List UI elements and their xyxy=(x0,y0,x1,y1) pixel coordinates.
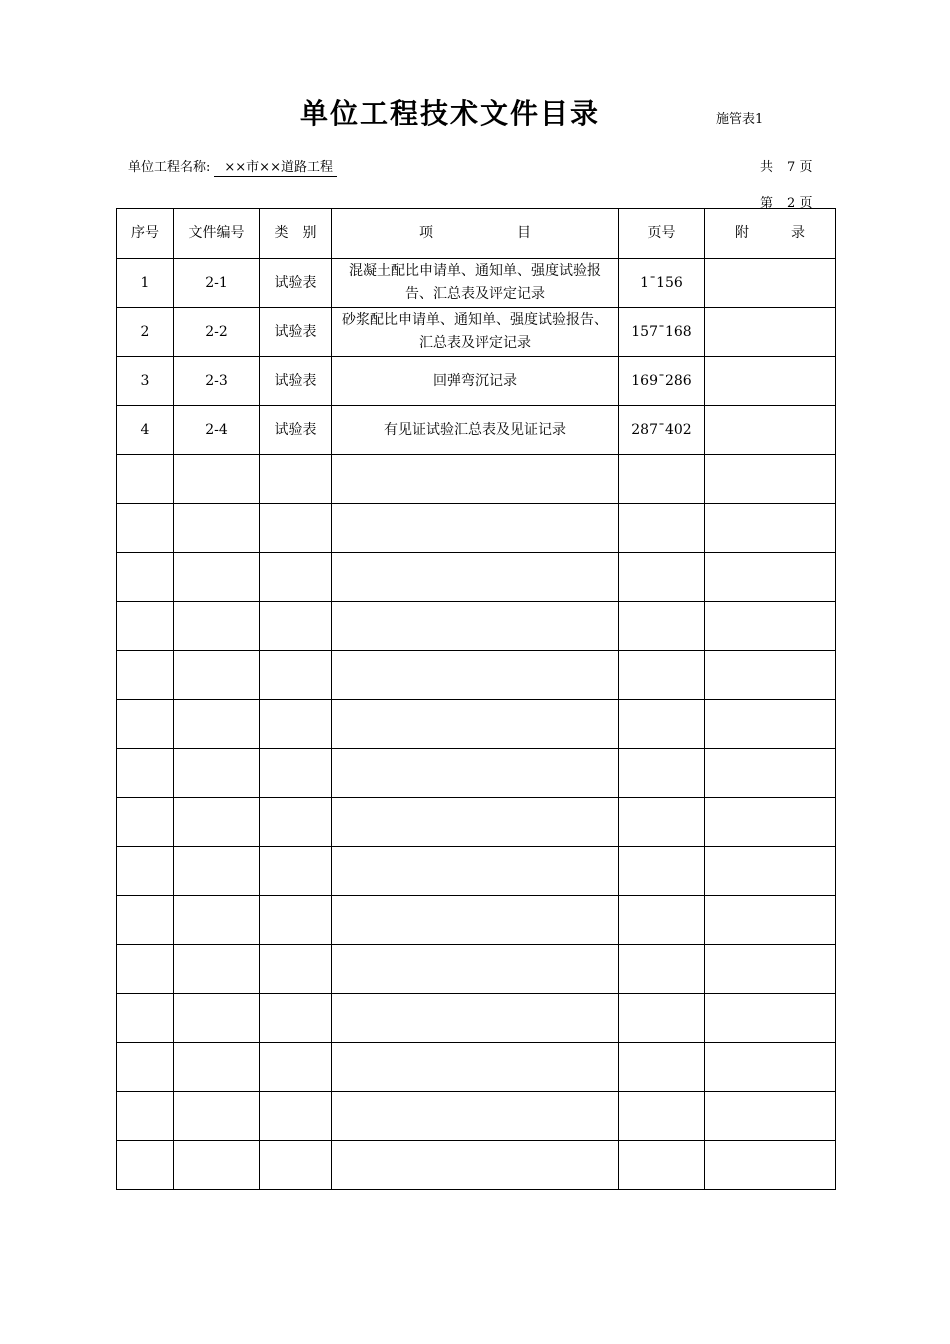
empty-cell xyxy=(260,1043,332,1092)
empty-cell xyxy=(260,945,332,994)
empty-cell xyxy=(174,553,260,602)
table-row xyxy=(117,406,836,455)
cell-no: 1 xyxy=(117,259,174,308)
file-catalog-table xyxy=(116,208,836,1190)
empty-cell xyxy=(174,749,260,798)
empty-cell xyxy=(174,798,260,847)
empty-cell xyxy=(174,651,260,700)
empty-table-row xyxy=(117,896,836,945)
empty-cell xyxy=(705,945,836,994)
empty-cell xyxy=(705,455,836,504)
empty-cell xyxy=(174,847,260,896)
current-page-unit: 页 xyxy=(799,196,813,211)
form-code: 施管表1 xyxy=(716,112,764,127)
empty-table-row xyxy=(117,749,836,798)
empty-cell xyxy=(705,798,836,847)
empty-cell xyxy=(332,798,619,847)
empty-cell xyxy=(619,1043,705,1092)
table-header-row xyxy=(117,209,836,259)
col-header-code: 文件编号 xyxy=(174,209,260,259)
cell-no: 4 xyxy=(117,406,174,455)
cell-category: 试验表 xyxy=(260,308,332,357)
empty-cell xyxy=(260,553,332,602)
empty-cell xyxy=(705,1043,836,1092)
empty-cell xyxy=(619,504,705,553)
empty-cell xyxy=(260,994,332,1043)
empty-cell xyxy=(332,651,619,700)
empty-cell xyxy=(260,651,332,700)
empty-cell xyxy=(619,994,705,1043)
empty-cell xyxy=(619,1092,705,1141)
empty-table-row xyxy=(117,1043,836,1092)
empty-table-row xyxy=(117,553,836,602)
project-name-row xyxy=(128,156,337,177)
cell-no: 2 xyxy=(117,308,174,357)
table-row xyxy=(117,308,836,357)
empty-cell xyxy=(705,553,836,602)
total-pages-unit: 页 xyxy=(799,160,813,175)
total-pages-label: 共 xyxy=(760,160,774,175)
empty-cell xyxy=(117,651,174,700)
cell-pages: 1¯156 xyxy=(619,259,705,308)
empty-cell xyxy=(705,602,836,651)
empty-cell xyxy=(260,749,332,798)
empty-cell xyxy=(260,798,332,847)
empty-cell xyxy=(117,455,174,504)
empty-cell xyxy=(260,455,332,504)
cell-appendix xyxy=(705,357,836,406)
empty-cell xyxy=(705,651,836,700)
cell-item: 回弹弯沉记录 xyxy=(332,357,619,406)
empty-table-row xyxy=(117,994,836,1043)
empty-cell xyxy=(619,455,705,504)
project-name-value: ××市××道路工程 xyxy=(214,156,337,177)
col-header-appendix: 附 录 xyxy=(705,209,836,259)
empty-cell xyxy=(260,602,332,651)
empty-cell xyxy=(117,602,174,651)
cell-category: 试验表 xyxy=(260,357,332,406)
col-header-pages: 页号 xyxy=(619,209,705,259)
page-title: 单位工程技术文件目录 xyxy=(300,97,601,130)
empty-table-row xyxy=(117,1092,836,1141)
current-page-label: 第 xyxy=(760,196,774,211)
empty-table-row xyxy=(117,651,836,700)
cell-item: 砂浆配比申请单、通知单、强度试验报告、汇总表及评定记录 xyxy=(332,308,619,357)
empty-cell xyxy=(174,994,260,1043)
empty-cell xyxy=(705,749,836,798)
empty-cell xyxy=(619,602,705,651)
empty-cell xyxy=(332,504,619,553)
empty-cell xyxy=(174,1141,260,1190)
cell-code: 2-4 xyxy=(174,406,260,455)
total-pages xyxy=(760,156,812,175)
empty-table-row xyxy=(117,1141,836,1190)
empty-cell xyxy=(117,1043,174,1092)
cell-item: 混凝土配比申请单、通知单、强度试验报告、汇总表及评定记录 xyxy=(332,259,619,308)
cell-appendix xyxy=(705,259,836,308)
empty-cell xyxy=(705,1092,836,1141)
cell-category: 试验表 xyxy=(260,259,332,308)
empty-cell xyxy=(619,651,705,700)
col-header-no: 序号 xyxy=(117,209,174,259)
col-header-category: 类 别 xyxy=(260,209,332,259)
empty-cell xyxy=(332,749,619,798)
col-header-item: 项 目 xyxy=(332,209,619,259)
cell-pages: 287¯402 xyxy=(619,406,705,455)
cell-item: 有见证试验汇总表及见证记录 xyxy=(332,406,619,455)
total-pages-value: 7 xyxy=(787,160,796,175)
empty-cell xyxy=(174,1092,260,1141)
cell-appendix xyxy=(705,308,836,357)
empty-table-row xyxy=(117,847,836,896)
empty-cell xyxy=(117,504,174,553)
empty-cell xyxy=(174,945,260,994)
empty-cell xyxy=(174,1043,260,1092)
current-page-value: 2 xyxy=(787,196,796,211)
empty-table-row xyxy=(117,945,836,994)
cell-code: 2-3 xyxy=(174,357,260,406)
table-row xyxy=(117,357,836,406)
empty-cell xyxy=(260,896,332,945)
project-name-label: 单位工程名称: xyxy=(128,160,211,175)
empty-cell xyxy=(705,896,836,945)
empty-cell xyxy=(117,1141,174,1190)
empty-cell xyxy=(332,1043,619,1092)
table-row xyxy=(117,259,836,308)
empty-cell xyxy=(174,896,260,945)
empty-cell xyxy=(332,553,619,602)
empty-cell xyxy=(705,994,836,1043)
empty-cell xyxy=(705,504,836,553)
empty-table-row xyxy=(117,455,836,504)
empty-cell xyxy=(332,994,619,1043)
empty-cell xyxy=(332,455,619,504)
empty-cell xyxy=(332,1141,619,1190)
empty-cell xyxy=(117,896,174,945)
empty-cell xyxy=(619,1141,705,1190)
empty-cell xyxy=(174,504,260,553)
empty-cell xyxy=(174,700,260,749)
empty-cell xyxy=(260,700,332,749)
empty-cell xyxy=(117,1092,174,1141)
empty-cell xyxy=(117,798,174,847)
empty-cell xyxy=(705,700,836,749)
empty-table-row xyxy=(117,602,836,651)
cell-pages: 169¯286 xyxy=(619,357,705,406)
empty-cell xyxy=(705,1141,836,1190)
empty-cell xyxy=(117,749,174,798)
cell-appendix xyxy=(705,406,836,455)
empty-cell xyxy=(117,945,174,994)
cell-code: 2-2 xyxy=(174,308,260,357)
empty-cell xyxy=(260,504,332,553)
empty-table-row xyxy=(117,700,836,749)
empty-cell xyxy=(174,602,260,651)
empty-cell xyxy=(332,847,619,896)
empty-cell xyxy=(117,847,174,896)
empty-cell xyxy=(332,602,619,651)
empty-cell xyxy=(117,700,174,749)
cell-category: 试验表 xyxy=(260,406,332,455)
empty-cell xyxy=(619,553,705,602)
empty-cell xyxy=(619,945,705,994)
empty-cell xyxy=(619,798,705,847)
cell-pages: 157¯168 xyxy=(619,308,705,357)
empty-cell xyxy=(619,847,705,896)
empty-cell xyxy=(260,1141,332,1190)
cell-code: 2-1 xyxy=(174,259,260,308)
empty-cell xyxy=(260,847,332,896)
empty-cell xyxy=(260,1092,332,1141)
empty-cell xyxy=(332,1092,619,1141)
cell-no: 3 xyxy=(117,357,174,406)
empty-cell xyxy=(619,700,705,749)
empty-cell xyxy=(332,945,619,994)
empty-table-row xyxy=(117,504,836,553)
empty-cell xyxy=(117,994,174,1043)
empty-cell xyxy=(117,553,174,602)
empty-table-row xyxy=(117,798,836,847)
empty-cell xyxy=(619,749,705,798)
empty-cell xyxy=(332,700,619,749)
empty-cell xyxy=(705,847,836,896)
empty-cell xyxy=(619,896,705,945)
empty-cell xyxy=(174,455,260,504)
empty-cell xyxy=(332,896,619,945)
